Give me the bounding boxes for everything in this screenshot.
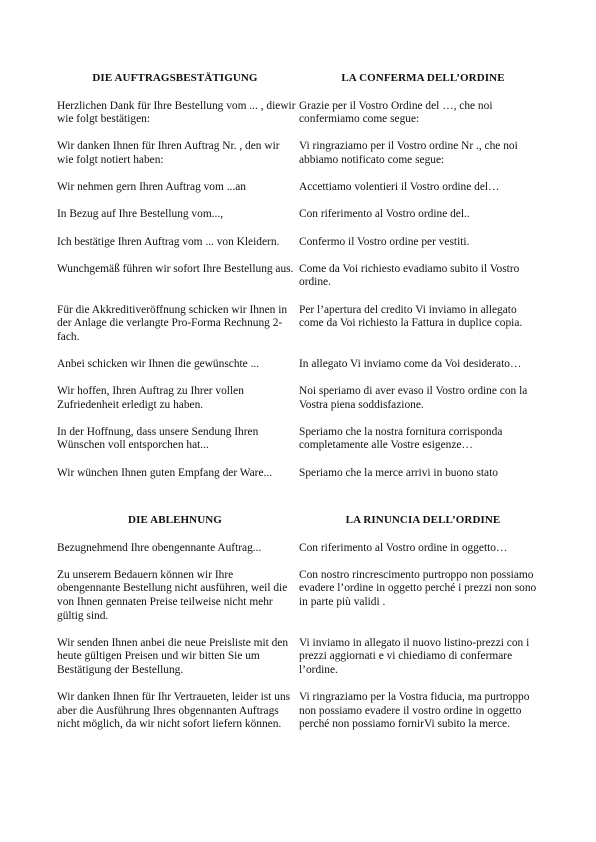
phrase-row [57, 358, 541, 372]
section-order-rejection [57, 514, 541, 746]
phrase-german: Anbei schicken wir Ihnen die gewünschte ... [57, 357, 260, 370]
phrase-german: Wir danken Ihnen für Ihren Auftrag Nr. , den wir wie folgt notiert haben: [57, 140, 280, 166]
heading-italian: LA CONFERMA DELL’ORDINE [341, 72, 505, 84]
phrase-italian: Con riferimento al Vostro ordine in oggetto… [299, 541, 508, 554]
phrase-italian: Come da Voi richiesto evadiamo subito il Vostro ordine. [299, 262, 520, 289]
phrase-german: Wir senden Ihnen anbei die neue Preisliste mit den heute gültigen Preisen und wir bitten Sie um Bestätigung der Bestellung. [57, 636, 289, 676]
phrase-row [57, 140, 541, 167]
phrase-row [57, 208, 541, 222]
phrase-row [57, 263, 541, 290]
phrase-row [57, 637, 541, 678]
heading-italian: LA RINUNCIA DELL’ORDINE [345, 514, 501, 526]
section-headings [57, 72, 541, 86]
phrase-german: Wir nehmen gern Ihren Auftrag vom ...an [57, 181, 247, 194]
section-headings [57, 514, 541, 528]
phrase-italian: Confermo il Vostro ordine per vestiti. [299, 235, 470, 248]
phrase-row [57, 691, 541, 732]
phrase-italian: Accettiamo volentieri il Vostro ordine del… [299, 181, 500, 194]
phrase-row [57, 426, 541, 453]
phrase-italian: Noi speriamo di aver evaso il Vostro ordine con la Vostra piena soddisfazione. [299, 385, 528, 411]
phrase-row [57, 569, 541, 623]
phrase-german: Wunchgemäß führen wir sofort Ihre Bestellung aus. [57, 262, 294, 275]
phrase-italian: Con nostro rincrescimento purtroppo non possiamo evadere l’ordine in oggetto perché i prezzi non sono in parte più validi . [299, 568, 537, 608]
heading-german: DIE ABLEHNUNG [128, 514, 222, 526]
phrase-italian: Per l’apertura del credito Vi inviamo in allegato come da Voi richiesto la Fattura in duplice copia. [299, 303, 523, 330]
phrase-italian: Speriamo che la nostra fornitura corrisponda completamente alle Vostre esigenze… [299, 425, 503, 452]
phrase-italian: Vi inviamo in allegato il nuovo listino-prezzi con i prezzi aggiornati e vi chiediamo di confermare l’ordine. [299, 636, 530, 676]
phrase-italian: Vi ringraziamo per il Vostro ordine Nr ., che noi abbiamo notificato come segue: [299, 140, 518, 166]
phrase-italian: Speriamo che la merce arrivi in buono stato [299, 466, 498, 479]
phrase-row [57, 467, 541, 481]
phrase-row [57, 181, 541, 195]
phrase-row [57, 100, 541, 127]
section-order-confirmation [57, 72, 541, 494]
phrase-german: Herzlichen Dank für Ihre Bestellung vom ... , diewir wie folgt bestätigen: [57, 99, 296, 126]
phrase-german: Für die Akkreditiveröffnung schicken wir Ihnen in der Anlage die verlangte Pro-Forma Rechnung 2-fach. [57, 303, 288, 343]
phrase-german: Wir wünchen Ihnen guten Empfang der Ware... [57, 466, 273, 479]
heading-german: DIE AUFTRAGSBESTÄTIGUNG [92, 72, 258, 84]
phrase-german: Zu unserem Bedauern können wir Ihre obengennante Bestellung nicht ausführen, weil die von Ihnen gennaten Preise teilweise nicht mehr gültig sind. [57, 568, 288, 622]
phrase-german: In Bezug auf Ihre Bestellung vom..., [57, 208, 224, 221]
phrase-row [57, 542, 541, 556]
phrase-italian: Vi ringraziamo per la Vostra fiducia, ma purtroppo non possiamo evadere il vostro ordine in oggetto perché non possiamo fornirVi subito la merce. [299, 691, 530, 731]
phrase-german: Wir hoffen, Ihren Auftrag zu Ihrer vollen Zufriedenheit erledigt zu haben. [57, 385, 244, 411]
phrase-row [57, 304, 541, 345]
phrase-german: In der Hoffnung, dass unsere Sendung Ihren Wünschen voll entsporchen hat... [57, 425, 259, 452]
phrase-german: Ich bestätige Ihren Auftrag vom ... von Kleidern. [57, 235, 280, 248]
phrase-italian: Grazie per il Vostro Ordine del …, che noi confermiamo come segue: [299, 99, 493, 126]
phrase-german: Bezugnehmend Ihre obengennante Auftrag... [57, 541, 262, 554]
phrase-german: Wir danken Ihnen für Ihr Vertraueten, leider ist uns aber die Ausführung Ihres obgennanten Auftrags nicht möglich, da wir nicht sofort liefern können. [57, 691, 291, 731]
phrase-italian: Con riferimento al Vostro ordine del.. [299, 208, 470, 221]
phrase-row [57, 236, 541, 250]
phrase-row [57, 385, 541, 412]
phrase-italian: In allegato Vi inviamo come da Voi desiderato… [299, 357, 522, 370]
